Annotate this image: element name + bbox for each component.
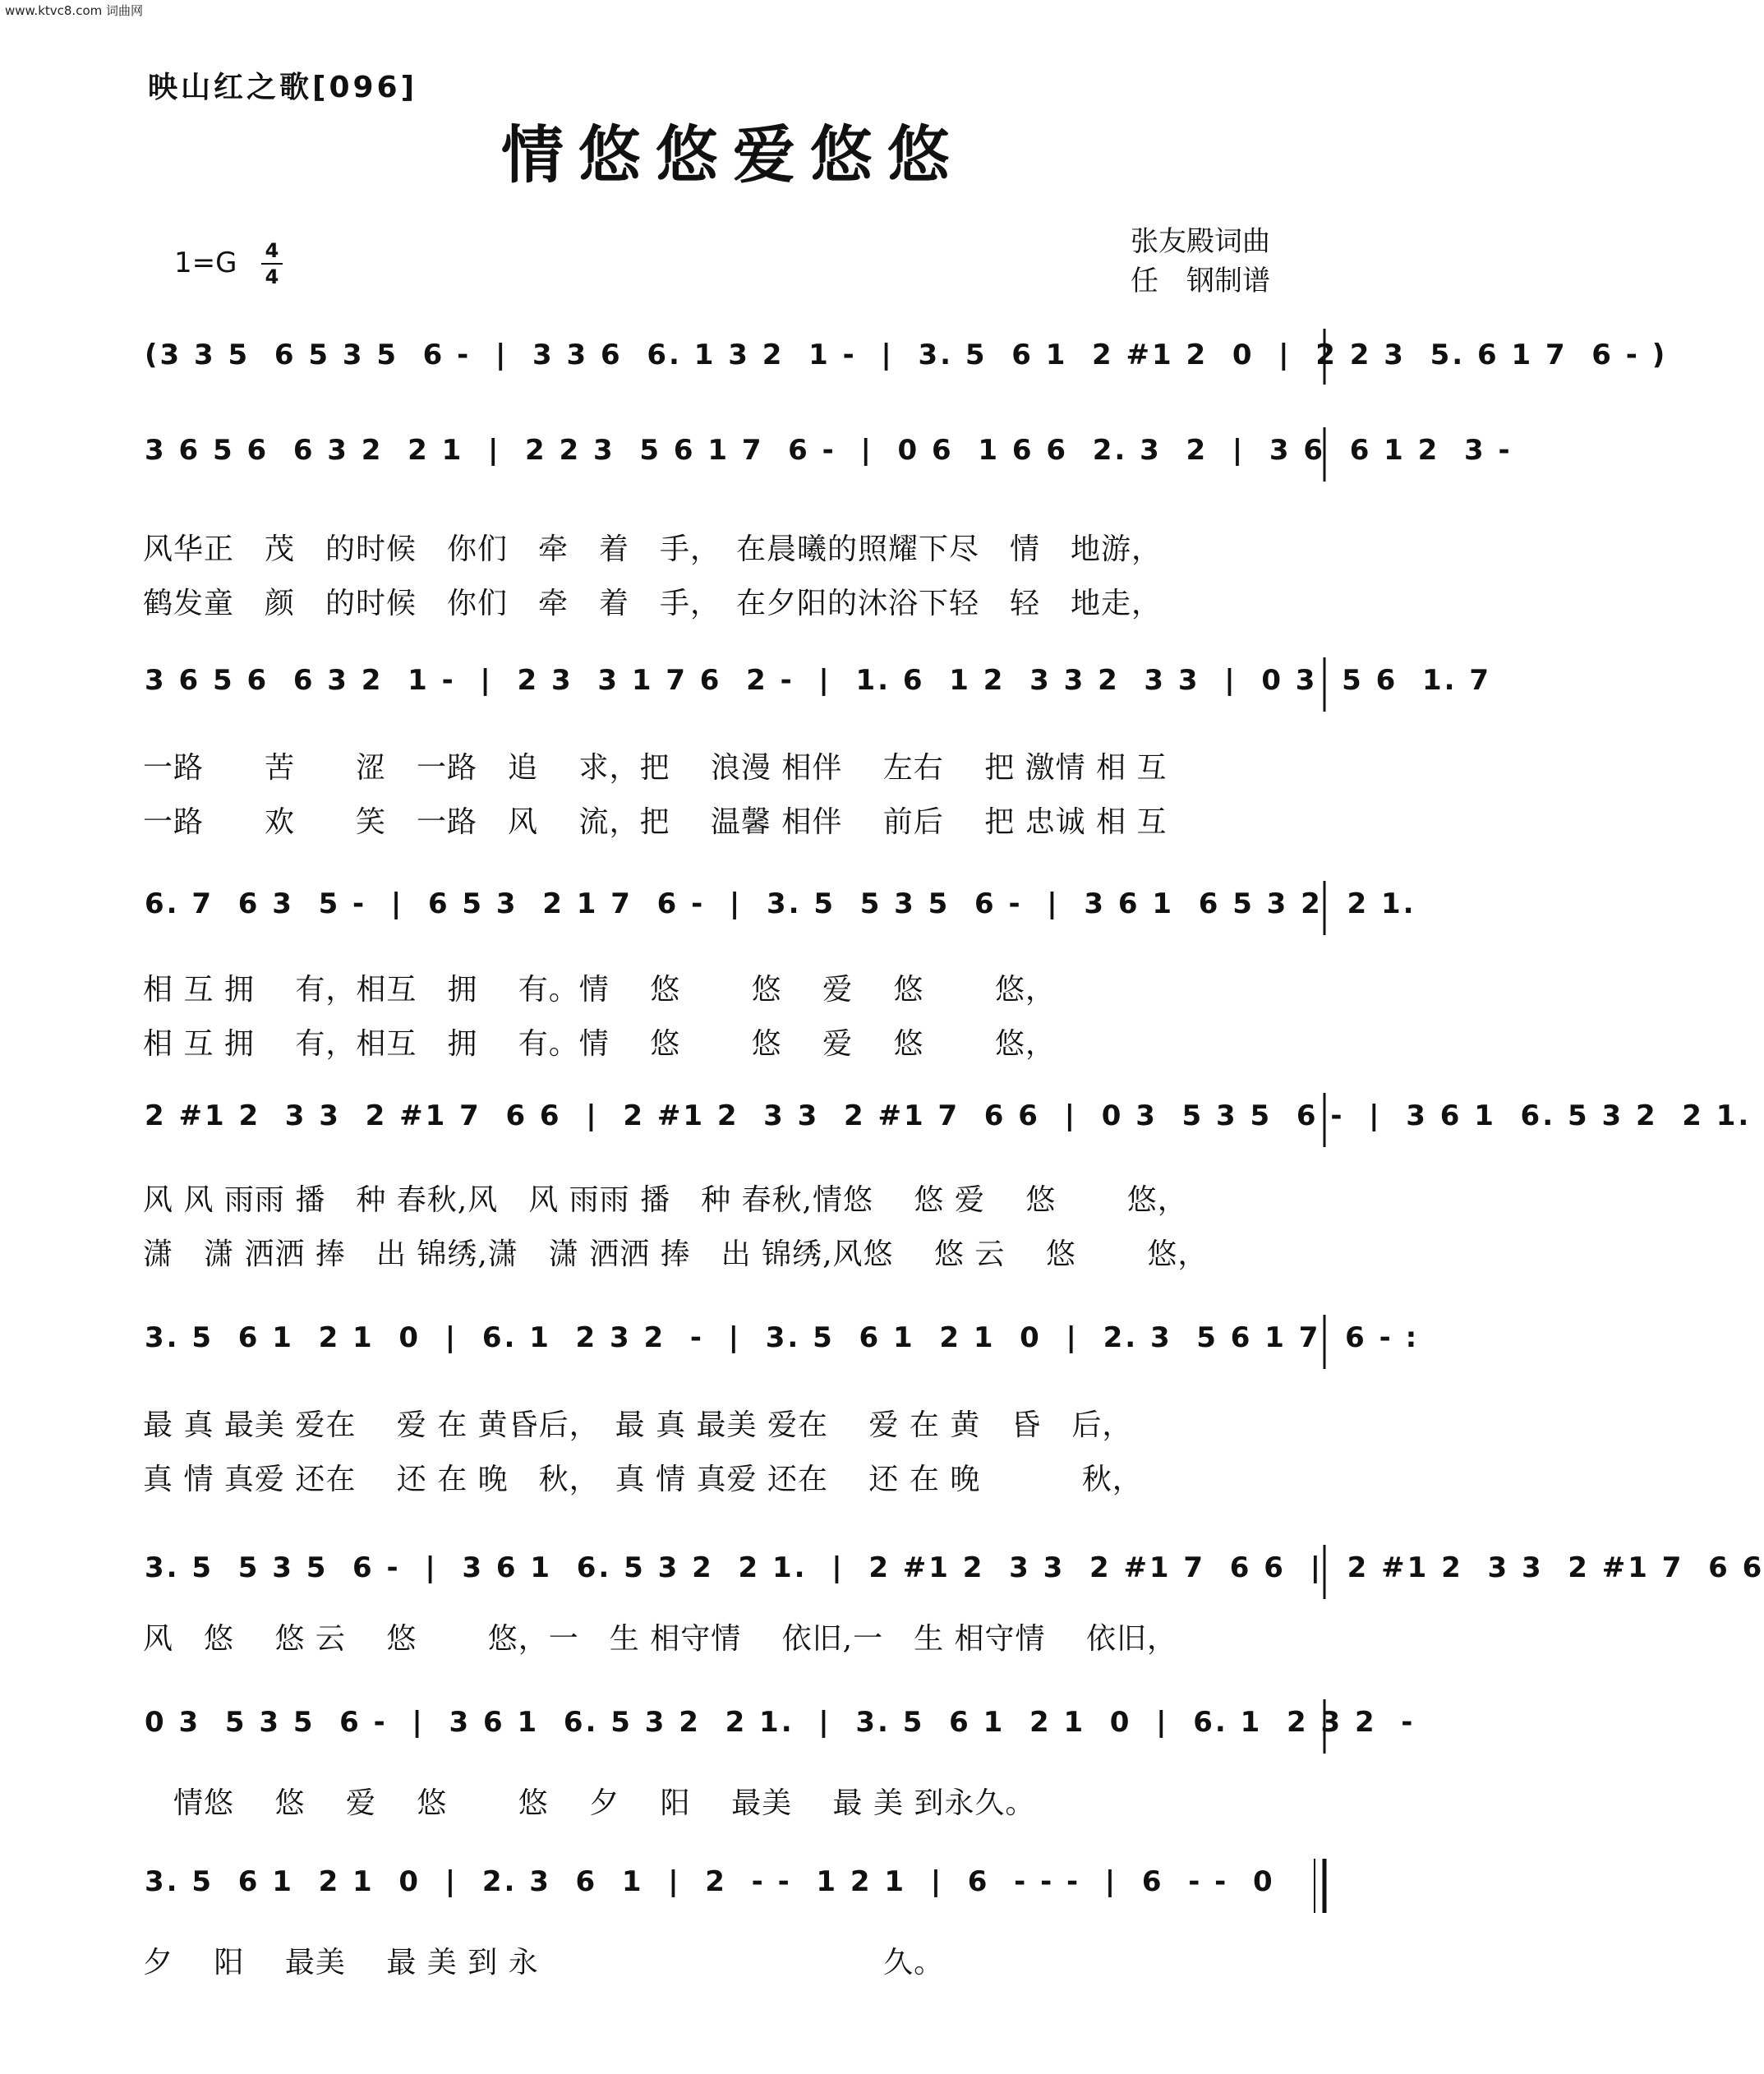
credits <box>1131 222 1270 301</box>
score-line-6: 3. 5 6 1 2 1 0 | 6. 1 2 3 2 - | 3. 5 6 1 2 1 0 | 2. 3 5 6 1 7 6 - : <box>145 1321 1420 1354</box>
lyric-line: 一路 苦 涩 一路 追 求，把 浪漫 相伴 左右 把 激情 相 互 <box>143 751 1168 785</box>
arranger: 任 钢制谱 <box>1131 265 1270 297</box>
site-watermark: www.ktvc8.com 词曲网 <box>5 3 144 18</box>
lyric-line: 一路 欢 笑 一路 风 流，把 温馨 相伴 前后 把 忠诚 相 互 <box>143 805 1168 839</box>
score-line-3: 3 6 5 6 6 3 2 1 - | 2 3 3 1 7 6 2 - | 1. 6 1 2 3 3 2 3 3 | 0 3 5 6 1. 7 <box>145 664 1492 697</box>
score-line-7: 3. 5 5 3 5 6 - | 3 6 1 6. 5 3 2 2 1. | 2 #1 2 3 3 2 #1 7 6 6 | 2 #1 2 3 3 2 #1 7 6 6 <box>145 1551 1764 1584</box>
lyric-line: 风 悠 悠 云 悠 悠，一 生 相守情 依旧,一 生 相守情 依旧， <box>143 1622 1177 1656</box>
key-signature: 1=G <box>174 247 237 279</box>
score-line-2: 3 6 5 6 6 3 2 2 1 | 2 2 3 5 6 1 7 6 - | 0 6 1 6 6 2. 3 2 | 3 6 6 1 2 3 - <box>145 434 1513 467</box>
score-line-4: 6. 7 6 3 5 - | 6 5 3 2 1 7 6 - | 3. 5 5 3 5 6 - | 3 6 1 6 5 3 2 2 1. <box>145 887 1416 920</box>
lyric-line: 真 情 真爱 还在 还 在 晚 秋， 真 情 真爱 还在 还 在 晚 秋， <box>143 1463 1143 1496</box>
time-signature <box>261 238 283 289</box>
lyric-line: 相 互 拥 有，相互 拥 有。情 悠 悠 爱 悠 悠， <box>143 973 1056 1007</box>
lyric-line: 风 风 雨雨 播 种 春秋,风 风 雨雨 播 种 春秋,情悠 悠 爱 悠 悠， <box>143 1183 1188 1217</box>
lyric-line: 情悠 悠 爱 悠 悠 夕 阳 最美 最 美 到永久。 <box>143 1786 1036 1820</box>
score-line-5: 2 #1 2 3 3 2 #1 7 6 6 | 2 #1 2 3 3 2 #1 7 6 6 | 0 3 5 3 5 6 - | 3 6 1 6. 5 3 2 2 1. <box>145 1099 1752 1132</box>
lyric-line: 夕 阳 最美 最 美 到 永 久。 <box>143 1946 945 1980</box>
meter-bottom: 4 <box>261 263 283 289</box>
score-line-9: 3. 5 6 1 2 1 0 | 2. 3 6 1 | 2 - - 1 2 1 | 6 - - - | 6 - - 0 <box>145 1865 1275 1898</box>
lyric-line: 相 互 拥 有，相互 拥 有。情 悠 悠 爱 悠 悠， <box>143 1027 1056 1061</box>
lyric-line: 鹤发童 颜 的时候 你们 牵 着 手， 在夕阳的沐浴下轻 轻 地走， <box>143 587 1163 620</box>
lyric-line: 潇 潇 洒洒 捧 出 锦绣,潇 潇 洒洒 捧 出 锦绣,风悠 悠 云 悠 悠， <box>143 1237 1209 1271</box>
lyric-line: 最 真 最美 爱在 爱 在 黄昏后， 最 真 最美 爱在 爱 在 黄 昏 后， <box>143 1408 1133 1442</box>
song-title: 情悠悠爱悠悠 <box>501 118 965 191</box>
score-line-1: (3 3 5 6 5 3 5 6 - | 3 3 6 6. 1 3 2 1 - | 3. 5 6 1 2 #1 2 0 | 2 2 3 5. 6 1 7 6 - ) <box>145 339 1668 371</box>
lyricist-composer: 张友殿词曲 <box>1131 225 1270 258</box>
lyric-line: 风华正 茂 的时候 你们 牵 着 手， 在晨曦的照耀下尽 情 地游， <box>143 532 1163 566</box>
series-label: 映山红之歌[096] <box>148 71 418 104</box>
meter-top: 4 <box>265 239 279 262</box>
score-line-8: 0 3 5 3 5 6 - | 3 6 1 6. 5 3 2 2 1. | 3. 5 6 1 2 1 0 | 6. 1 2 3 2 - <box>145 1706 1416 1739</box>
